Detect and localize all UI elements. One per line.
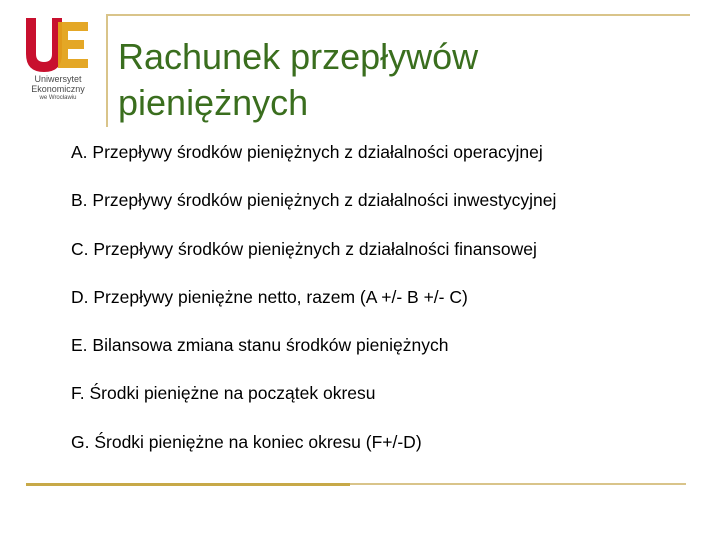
list-item: E. Bilansowa zmiana stanu środków pieniężnych — [71, 335, 449, 356]
ue-logo-mark — [24, 18, 90, 72]
list-item: A. Przepływy środków pieniężnych z działalności operacyjnej — [71, 142, 543, 162]
header-vertical-rule — [106, 15, 108, 127]
slide-title — [118, 34, 478, 126]
slide-title-line2: pieniężnych — [118, 82, 309, 123]
logo-caption-line1: Uniwersytet — [34, 74, 82, 84]
logo-caption-line2: Ekonomiczny — [31, 84, 85, 95]
university-logo — [22, 16, 94, 112]
cash-flow-items-list — [71, 140, 556, 478]
header-top-rule — [106, 14, 690, 16]
list-item: C. Przepływy środków pieniężnych z działalności finansowej — [71, 238, 537, 259]
list-item: D. Przepływy pieniężne netto, razem (A +/- B +/- C) — [71, 286, 468, 307]
list-item: F. Środki pieniężne na początek okresu — [71, 383, 376, 404]
slide-title-line1: Rachunek przepływów — [118, 36, 479, 77]
logo-caption-line3: we Wrocławiu — [39, 94, 77, 101]
footer-rule-accent — [26, 483, 350, 486]
list-item: G. Środki pieniężne na koniec okresu (F+/-D) — [71, 431, 422, 452]
logo-caption — [22, 74, 94, 102]
list-item: B. Przepływy środków pieniężnych z działalności inwestycyjnej — [71, 190, 557, 211]
